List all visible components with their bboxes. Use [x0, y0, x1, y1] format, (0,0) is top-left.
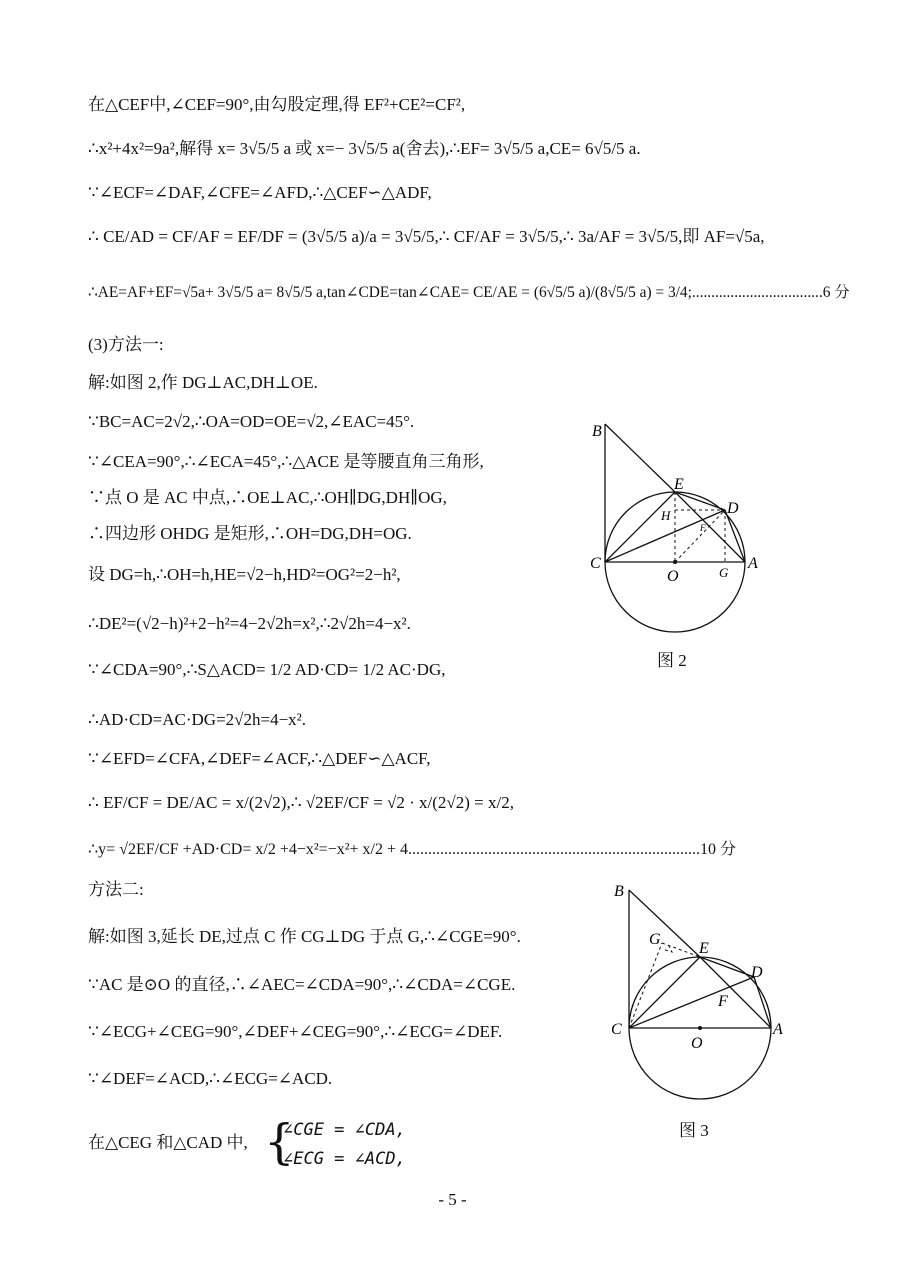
- fig2-label-A: A: [748, 555, 758, 572]
- fig3-label-B: B: [614, 883, 624, 900]
- fig3-line-CE: [629, 957, 700, 1028]
- fig3-line-BE: [629, 890, 700, 957]
- fig3-line-ED: [700, 957, 754, 977]
- fig2-label-O: O: [667, 568, 679, 585]
- system-eq-1: ∠CGE = ∠CDA,: [283, 1120, 406, 1140]
- fig3-point-O: [698, 1026, 702, 1030]
- fig3-right-angle: [665, 946, 672, 952]
- fig3-line-CD: [629, 977, 754, 1028]
- line-9: ∵∠CEA=90°,∴∠ECA=45°,∴△ACE 是等腰直角三角形,: [88, 452, 484, 471]
- line-23: ∵∠DEF=∠ACD,∴∠ECG=∠ACD.: [88, 1069, 333, 1088]
- fig2-label-H: H: [661, 508, 671, 523]
- line-11: ∴四边形 OHDG 是矩形,∴OH=DG,DH=OG.: [88, 524, 412, 543]
- system-eq-2: ∠ECG = ∠ACD,: [283, 1149, 406, 1169]
- line-3: ∵∠ECF=∠DAF,∠CFE=∠AFD,∴△CEF∽△ADF,: [88, 183, 432, 202]
- line-22: ∵∠ECG+∠CEG=90°,∠DEF+∠CEG=90°,∴∠ECG=∠DEF.: [88, 1022, 503, 1041]
- line-7: 解:如图 2,作 DG⊥AC,DH⊥OE.: [88, 373, 318, 392]
- line-16: ∵∠EFD=∠CFA,∠DEF=∠ACF,∴△DEF∽△ACF,: [88, 749, 431, 768]
- fig3-label-D: D: [751, 964, 763, 981]
- fig2-label-G: G: [719, 565, 729, 580]
- fig2-line-CE: [605, 492, 675, 562]
- figure-3: [600, 880, 800, 1110]
- fig2-line-DA: [725, 510, 745, 562]
- line-4: ∴ CE/AD = CF/AF = EF/DF = (3√5/5 a)/a = 3√5/5,∴ CF/AF = 3√5/5,∴ 3a/AF = 3√5/5,即 AF=√5a,: [88, 227, 765, 246]
- fig2-point-O: [673, 560, 677, 564]
- line-6: (3)方法一:: [88, 335, 164, 354]
- page-number: - 5 -: [438, 1190, 467, 1209]
- fig2-caption: 图 2: [657, 651, 687, 670]
- fig2-label-F: F: [700, 523, 706, 533]
- figure-2: [580, 410, 780, 640]
- fig2-label-B: B: [592, 423, 602, 440]
- fig2-line-ED: [675, 492, 725, 510]
- fig3-label-A: A: [773, 1021, 783, 1038]
- fig3-line-CG: [629, 943, 662, 1028]
- fig3-line-GE: [662, 943, 700, 957]
- line-17: ∴ EF/CF = DE/AC = x/(2√2),∴ √2EF/CF = √2 · x/(2√2) = x/2,: [88, 793, 514, 812]
- line-2: ∴x²+4x²=9a²,解得 x= 3√5/5 a 或 x=− 3√5/5 a(舍去),∴EF= 3√5/5 a,CE= 6√5/5 a.: [88, 139, 641, 158]
- line-15: ∴AD·CD=AC·DG=2√2h=4−x².: [88, 710, 307, 729]
- fig3-label-G: G: [649, 931, 661, 948]
- line-18: ∴y= √2EF/CF +AD·CD= x/2 +4−x²=−x²+ x/2 + 4.........................................................................10 分: [88, 841, 737, 858]
- fig2-line-BE: [605, 424, 675, 492]
- fig2-label-D: D: [727, 500, 739, 517]
- fig3-label-F: F: [718, 993, 728, 1010]
- line-20: 解:如图 3,延长 DE,过点 C 作 CG⊥DG 于点 G,∴∠CGE=90°.: [88, 927, 521, 946]
- line-14: ∵∠CDA=90°,∴S△ACD= 1/2 AD·CD= 1/2 AC·DG,: [88, 660, 446, 679]
- system-brace: {: [264, 1114, 295, 1170]
- line-13: ∴DE²=(√2−h)²+2−h²=4−2√2h=x²,∴2√2h=4−x².: [88, 614, 411, 633]
- fig3-label-E: E: [699, 940, 709, 957]
- line-10: ∵点 O 是 AC 中点,∴OE⊥AC,∴OH∥DG,DH∥OG,: [88, 488, 447, 507]
- line-8: ∵BC=AC=2√2,∴OA=OD=OE=√2,∠EAC=45°.: [88, 412, 415, 431]
- line-24: 在△CEG 和△CAD 中,: [88, 1133, 248, 1152]
- line-1: 在△CEF中,∠CEF=90°,由勾股定理,得 EF²+CE²=CF²,: [88, 95, 466, 114]
- line-19: 方法二:: [88, 880, 144, 899]
- fig3-label-C: C: [611, 1021, 622, 1038]
- fig2-label-C: C: [590, 555, 601, 572]
- fig3-caption: 图 3: [679, 1121, 709, 1140]
- line-12: 设 DG=h,∴OH=h,HE=√2−h,HD²=OG²=2−h²,: [88, 565, 401, 584]
- line-5: ∴AE=AF+EF=√5a+ 3√5/5 a= 8√5/5 a,tan∠CDE=tan∠CAE= CE/AE = (6√5/5 a)/(8√5/5 a) = 3/4;..................................6 分: [88, 284, 850, 301]
- line-21: ∵AC 是⊙O 的直径,∴∠AEC=∠CDA=90°,∴∠CDA=∠CGE.: [88, 975, 516, 994]
- fig3-label-O: O: [691, 1035, 703, 1052]
- fig2-label-E: E: [674, 476, 684, 493]
